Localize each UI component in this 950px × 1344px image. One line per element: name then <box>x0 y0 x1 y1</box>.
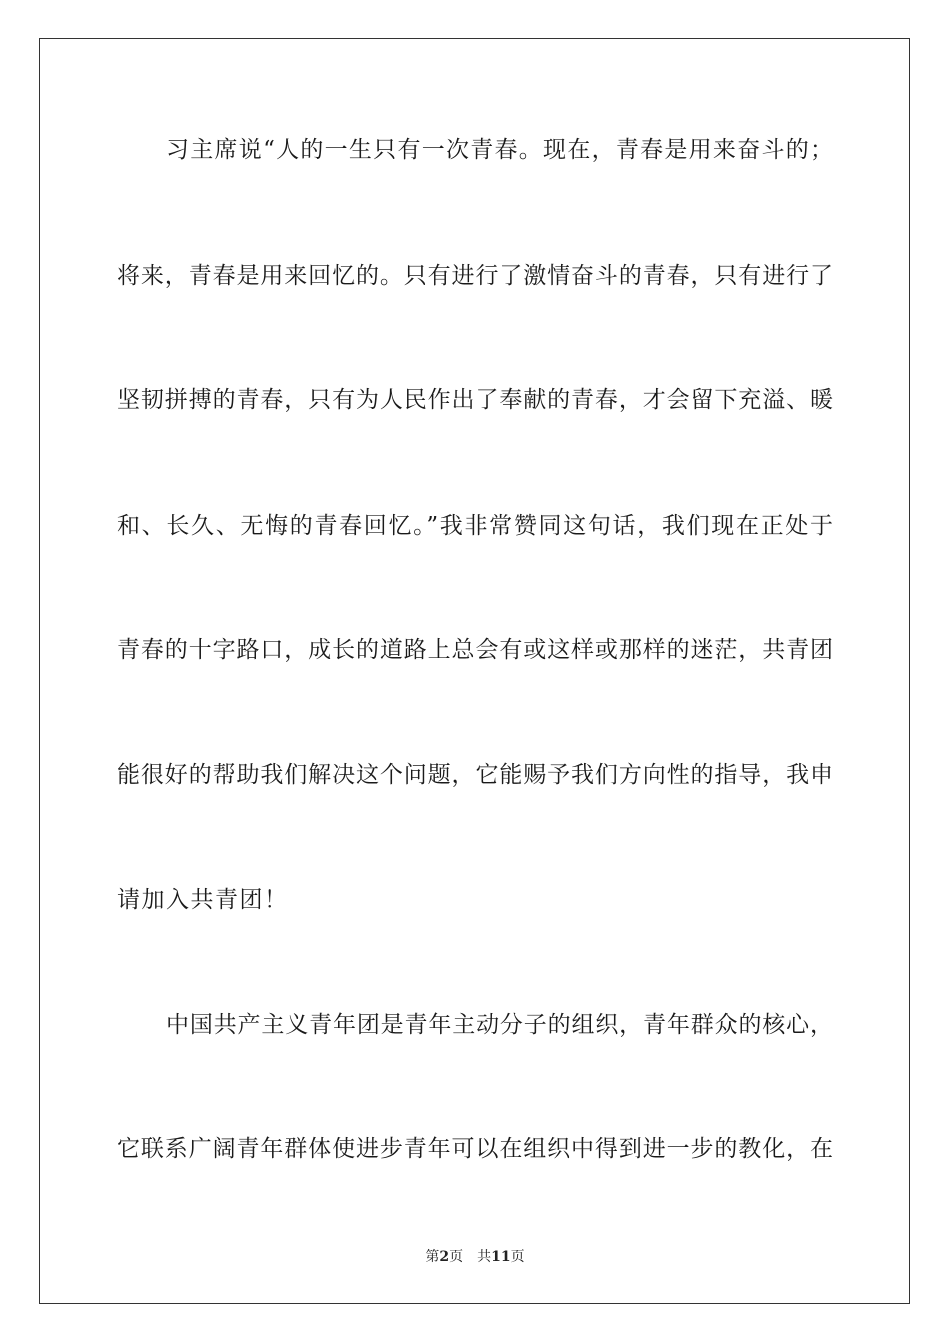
page-footer <box>0 1248 950 1266</box>
page-number-prefix: 第 <box>425 1249 440 1265</box>
page-total-count: 11 <box>491 1249 511 1265</box>
paragraph-line-2: 将来，青春是用来回忆的。只有进行了激情奋斗的青春，只有进行了 <box>117 263 833 289</box>
page-number-suffix: 页 <box>449 1249 464 1265</box>
page-border <box>39 38 910 1304</box>
paragraph-line-4: 和、长久、无悔的青春回忆。”我非常赞同这句话，我们现在正处于 <box>117 513 833 539</box>
page-total-suffix: 页 <box>510 1249 525 1265</box>
paragraph-line-5: 青春的十字路口，成长的道路上总会有或这样或那样的迷茫，共青团 <box>117 637 833 663</box>
page-total-prefix: 共 <box>477 1249 492 1265</box>
page-number-current: 2 <box>439 1249 450 1265</box>
paragraph-line-8: 中国共产主义青年团是青年主动分子的组织，青年群众的核心， <box>166 1012 833 1038</box>
paragraph-line-3: 坚韧拼搏的青春，只有为人民作出了奉献的青春，才会留下充溢、暖 <box>117 387 833 413</box>
paragraph-line-6: 能很好的帮助我们解决这个问题，它能赐予我们方向性的指导，我申 <box>117 762 833 788</box>
paragraph-line-7: 请加入共青团！ <box>117 887 289 913</box>
paragraph-line-9: 它联系广阔青年群体使进步青年可以在组织中得到进一步的教化，在 <box>117 1136 833 1162</box>
paragraph-line-1: 习主席说“人的一生只有一次青春。现在，青春是用来奋斗的； <box>166 137 833 163</box>
